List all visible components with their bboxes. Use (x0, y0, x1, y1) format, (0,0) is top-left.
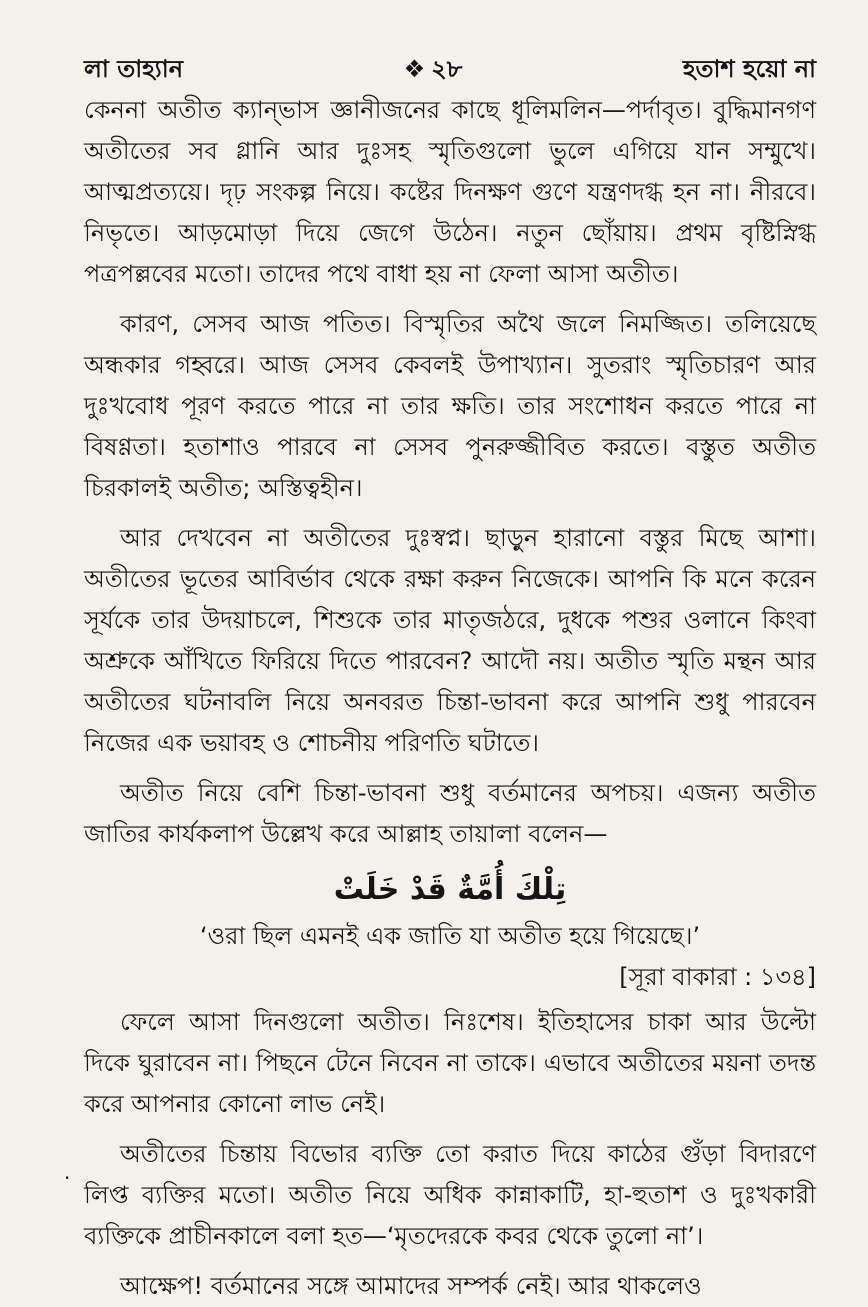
ornament-icon: ❖ (403, 55, 426, 83)
paragraph-5: ফেলে আসা দিনগুলো অতীত। নিঃশেষ। ইতিহাসের চাকা আর উল্টো দিকে ঘুরাবেন না। পিছনে টেনে নিবেন না তাকে। এভাবে অতীতের ময়না তদন্ত করে আপনার কোনো লাভ নেই। (84, 1007, 816, 1118)
paragraph-3: আর দেখবেন না অতীতের দুঃস্বপ্ন। ছাড়ুন হারানো বস্তুর মিছে আশা। অতীতের ভূতের আবির্ভাব থেকে রক্ষা করুন নিজেকে। আপনি কি মনে করেন সূর্যকে তার উদয়াচলে, শিশুকে তার মাতৃজঠরে, দুধকে পশুর ওলানে কিংবা অশ্রুকে আঁখিতে ফিরিয়ে দিতে পারবেন? আদৌ নয়। অতীত স্মৃতি মন্থন আর অতীতের ঘটনাবলি নিয়ে অনবরত চিন্তা-ভাবনা করে আপনি শুধু পারবেন নিজের এক ভয়াবহ ও শোচনীয় পরিণতি ঘটাতে। (84, 523, 816, 757)
arabic-verse: تِلْكَ أُمَّةٌ قَدْ خَلَتْ (333, 871, 567, 907)
running-header (84, 55, 816, 84)
verse-translation: ‘ওরা ছিল এমনই এক জাতি যা অতীত হয়ে গিয়েছে।’ (199, 921, 701, 950)
paragraph-1: কেননা অতীত ক্যান্‌ভাস জ্ঞানীজনের কাছে ধূলিমলিন—পর্দাবৃত। বুদ্ধিমানগণ অতীতের সব গ্লানি আর দুঃসহ স্মৃতিগুলো ভুলে এগিয়ে যান সম্মুখে। আত্মপ্রত্যয়ে। দৃঢ় সংকল্প নিয়ে। কষ্টের দিনক্ষণ গুণে যন্ত্রণদগ্ধ হন না। নীরবে। নিভৃতে। আড়মোড়া দিয়ে জেগে উঠেন। নতুন ছোঁয়ায়। প্রথম বৃষ্টিস্নিগ্ধ পত্রপল্লবের মতো। তাদের পথে বাধা হয় না ফেলা আসা অতীত। (84, 95, 816, 288)
margin-dot: · (64, 1166, 71, 1190)
header-chapter-title: হতাশ হয়ো না (682, 55, 816, 83)
paragraph-7: আক্ষেপ! বর্তমানের সঙ্গে আমাদের সম্পর্ক নেই। আর থাকলেও (120, 1271, 702, 1300)
paragraph-6: অতীতের চিন্তায় বিভোর ব্যক্তি তো করাত দিয়ে কাঠের গুঁড়া বিদারণে লিপ্ত ব্যক্তির মতো। অতীত নিয়ে অধিক কান্নাকাটি, হা-হুতাশ ও দুঃখকারী ব্যক্তিকে প্রাচীনকালে বলা হত—‘মৃতদেরকে কবর থেকে তুলো না’। (84, 1139, 816, 1250)
page-number-group (404, 55, 463, 84)
verse-reference: [সূরা বাকারা : ১৩৪] (619, 962, 816, 991)
paragraph-2: কারণ, সেসব আজ পতিত। বিস্মৃতির অথৈ জলে নিমজ্জিত। তলিয়েছে অন্ধকার গহ্বরে। আজ সেসব কেবলই উপাখ্যান। সুতরাং স্মৃতিচারণ আর দুঃখবোধ পূরণ করতে পারে না তার ক্ষতি। তার সংশোধন করতে পারে না বিষণ্ণতা। হতাশাও পারবে না সেসব পুনরুজ্জীবিত করতে। বস্তুত অতীত চিরকালই অতীত; অস্তিত্বহীন। (84, 309, 816, 502)
paragraph-4: অতীত নিয়ে বেশি চিন্তা-ভাবনা শুধু বর্তমানের অপচয়। এজন্য অতীত জাতির কার্যকলাপ উল্লেখ করে আল্লাহ তায়ালা বলেন— (84, 778, 816, 848)
page-number: ২৮ (431, 55, 463, 83)
header-book-title: লা তাহ্যান (84, 55, 184, 83)
